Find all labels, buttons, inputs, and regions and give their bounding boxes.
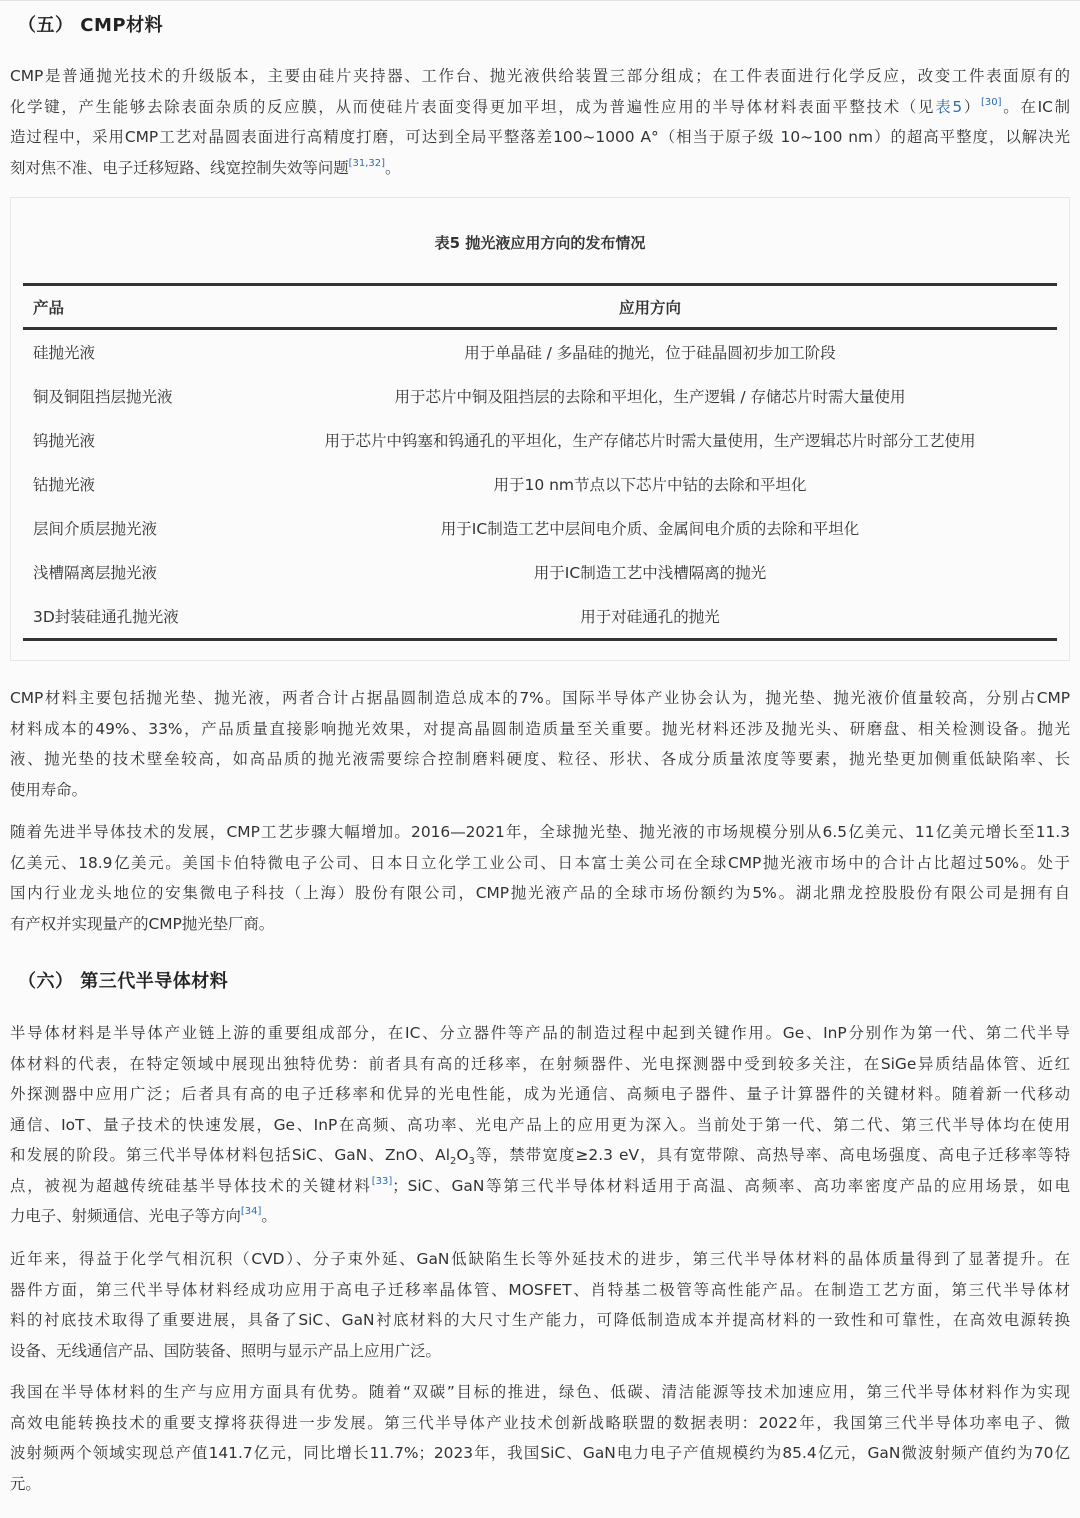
text-line: 有产权并实现量产的CMP抛光垫厂商。 xyxy=(10,914,275,933)
text-line: 点，被视为超越传统硅基半导体技术的关键材料[33]；SiC、GaN等第三代半导体材料适用于高温、高频率、高功率密度产品的应用场景，如电 xyxy=(10,1175,1070,1195)
table-row xyxy=(23,329,1057,375)
paragraph-third-gen-intro xyxy=(10,1018,1070,1232)
text-line: 随着先进半导体技术的发展，CMP工艺步骤大幅增加。2016—2021年，全球抛光垫、抛光液的市场规模分别从6.5亿美元、11亿美元增长至11.3 xyxy=(10,823,1070,841)
reference-31-32-link[interactable]: [31,32] xyxy=(348,157,386,169)
paragraph-third-gen-progress xyxy=(10,1244,1070,1366)
text-line: CMP是普通抛光技术的升级版本，主要由硅片夹持器、工作台、抛光液供给装置三部分组成；在工件表面进行化学反应，改变工件表面原有的 xyxy=(10,67,1070,85)
text-line: 波射频两个领域实现总产值141.7亿元，同比增长11.7%；2023年，我国SiC、GaN电力电子产值规模约为85.4亿元，GaN微波射频产值约为70亿 xyxy=(10,1444,1070,1462)
text-line: 器件方面，第三代半导体材料经成功应用于高电子迁移率晶体管、MOSFET、肖特基二极管等高性能产品。在制造工艺方面，第三代半导体材 xyxy=(10,1280,1070,1299)
text-line: 半导体材料是半导体产业链上游的重要组成部分，在IC、分立器件等产品的制造过程中起到关键作用。Ge、InP分别作为第一代、第二代半导 xyxy=(10,1024,1070,1042)
table-5-container xyxy=(10,197,1070,661)
cell-application: 用于IC制造工艺中层间电介质、金属间电介质的去除和平坦化 xyxy=(440,520,860,538)
cell-product: 3D封装硅通孔抛光液 xyxy=(33,608,179,626)
column-header-product: 产品 xyxy=(33,298,65,317)
text-line: 近年来，得益于化学气相沉积（CVD）、分子束外延、GaN低缺陷生长等外延技术的进步，第三代半导体材料的晶体质量得到了显著提升。在 xyxy=(10,1250,1070,1268)
text-line: 高效电能转换技术的重要支撑将获得进一步发展。第三代半导体产业技术创新战略联盟的数据表明：2022年，我国第三代半导体功率电子、微 xyxy=(10,1413,1070,1432)
text-line: 和发展的阶段。第三代半导体材料包括SiC、GaN、ZnO、$Al_2O_3$等，禁带宽度≥2.3 eV，具有宽带隙、高热导率、高电场强度、高电子迁移率等特 xyxy=(10,1146,1070,1168)
cell-application: 用于对硅通孔的抛光 xyxy=(580,608,720,626)
cell-product: 钴抛光液 xyxy=(33,476,96,494)
text-line: 使用寿命。 xyxy=(10,780,87,799)
table-header-row xyxy=(23,285,1057,329)
cell-product: 铜及铜阻挡层抛光液 xyxy=(33,388,173,406)
cell-product: 钨抛光液 xyxy=(33,432,96,450)
section-heading-cmp: （五） CMP材料 xyxy=(18,15,164,36)
cell-application: 用于单晶硅 / 多晶硅的抛光，位于硅晶圆初步加工阶段 xyxy=(464,344,836,362)
polishing-slurry-table xyxy=(23,283,1057,641)
table-caption: 表5 抛光液应用方向的发布情况 xyxy=(434,234,646,252)
text-line: 设备、无线通信产品、国防装备、照明与显示产品上应用广泛。 xyxy=(10,1341,441,1360)
paragraph-third-gen-china xyxy=(10,1377,1070,1499)
table-row xyxy=(23,374,1057,418)
text-line: 我国在半导体材料的生产与应用方面具有优势。随着“双碳”目标的推进，绿色、低碳、清洁能源等技术加速应用，第三代半导体材料作为实现 xyxy=(10,1383,1070,1401)
paragraph-cmp-market xyxy=(10,817,1070,939)
table-5-link[interactable]: 表5 xyxy=(935,97,963,116)
table-row xyxy=(23,506,1057,550)
cell-product: 硅抛光液 xyxy=(33,344,96,362)
text-line: 力电子、射频通信、光电子等方向[34]。 xyxy=(10,1206,277,1225)
section-heading-third-gen: （六） 第三代半导体材料 xyxy=(18,971,229,992)
cell-product: 层间介质层抛光液 xyxy=(33,520,158,538)
text-line: 体材料的代表，在特定领域中展现出独特优势：前者具有高的迁移率，在射频器件、光电探测器中受到较多关注，在SiGe异质结晶体管、近红 xyxy=(10,1054,1070,1073)
text-line: 刻对焦不准、电子迁移短路、线宽控制失效等问题[31,32]。 xyxy=(10,157,401,177)
table-row xyxy=(23,550,1057,594)
text-line: 国内行业龙头地位的安集微电子科技（上海）股份有限公司，CMP抛光液产品的全球市场份额约为5%。湖北鼎龙控股股份有限公司是拥有自 xyxy=(10,884,1070,902)
cell-application: 用于10 nm节点以下芯片中钴的去除和平坦化 xyxy=(493,476,807,494)
cell-application: 用于IC制造工艺中浅槽隔离的抛光 xyxy=(533,564,767,582)
table-row xyxy=(23,418,1057,462)
cell-product: 浅槽隔离层抛光液 xyxy=(33,564,158,582)
text-line: 材料成本的49%、33%，产品质量直接影响抛光效果，对提高晶圆制造质量至关重要。抛光材料还涉及抛光头、研磨盘、相关检测设备。抛光 xyxy=(10,719,1070,738)
paragraph-cmp-materials xyxy=(10,683,1070,805)
text-line: 造过程中，采用CMP工艺对晶圆表面进行高精度打磨，可达到全局平整落差100~1000 A°（相当于原子级 10~100 nm）的超高平整度，以解决光 xyxy=(10,128,1070,146)
table-row xyxy=(23,594,1057,640)
text-line: 外探测器中应用广泛；后者具有高的电子迁移率和优异的光电性能，成为光通信、高频电子器件、量子计算器件的关键材料。随着新一代移动 xyxy=(10,1085,1070,1103)
text-line: 元。 xyxy=(10,1474,41,1493)
text-line: 通信、IoT、量子技术的快速发展，Ge、InP在高频、高功率、光电产品上的应用更为深入。当前处于第一代、第二代、第三代半导体均在使用 xyxy=(10,1115,1070,1134)
reference-30-link[interactable]: [30] xyxy=(981,96,1002,108)
table-row xyxy=(23,462,1057,506)
text-line: 化学键，产生能够去除表面杂质的反应膜，从而使硅片表面变得更加平坦，成为普遍性应用的半导体材料表面平整技术（见表5）[30]。在IC制 xyxy=(10,96,1070,116)
text-line: CMP材料主要包括抛光垫、抛光液，两者合计占据晶圆制造总成本的7%。国际半导体产业协会认为，抛光垫、抛光液价值量较高，分别占CMP xyxy=(10,689,1070,707)
cell-application: 用于芯片中钨塞和钨通孔的平坦化，生产存储芯片时需大量使用，生产逻辑芯片时部分工艺使用 xyxy=(324,432,976,450)
text-line: 料的衬底技术取得了重要进展，具备了SiC、GaN衬底材料的大尺寸生产能力，可降低制造成本并提高材料的一致性和可靠性，在高效电源转换 xyxy=(10,1311,1070,1329)
reference-34-link[interactable]: [34] xyxy=(240,1206,262,1217)
text-line: 亿美元、18.9亿美元。美国卡伯特微电子公司、日本日立化学工业公司、日本富士美公司在全球CMP抛光液市场中的合计占比超过50%。处于 xyxy=(10,853,1070,872)
text-line: 液、抛光垫的技术壁垒较高，如高品质的抛光液需要综合控制磨料硬度、粒径、形状、各成分质量浓度等要素，抛光垫更加侧重低缺陷率、长 xyxy=(10,750,1070,768)
paragraph-cmp-intro xyxy=(10,61,1070,183)
cell-application: 用于芯片中铜及阻挡层的去除和平坦化，生产逻辑 / 存储芯片时需大量使用 xyxy=(394,388,906,406)
column-header-application: 应用方向 xyxy=(618,298,681,317)
reference-33-link[interactable]: [33] xyxy=(371,1175,393,1187)
